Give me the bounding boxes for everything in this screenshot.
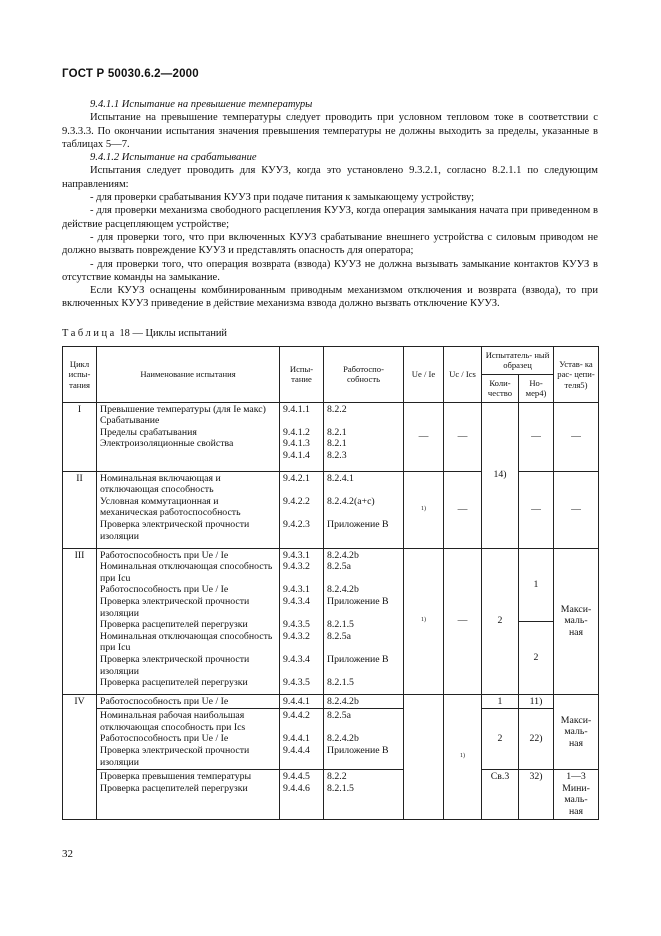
col-header-quantity: Коли- чество <box>482 374 519 402</box>
document-body <box>62 98 598 311</box>
col-header-name: Наименование испытания <box>97 347 280 403</box>
cell-ue-ie: — <box>404 402 444 471</box>
paragraph: Испытание на превышение температуры следует проводить при условном тепловом токе в соответствии с 9.3.3.3. По окончании испытания значения превышения температуры не должны выходить за пределы, указанные в таблицах 5—7. <box>62 112 598 150</box>
cell-tests: 9.4.3.1 9.4.3.2 9.4.3.1 9.4.3.4 9.4.3.5 9.4.3.2 9.4.3.4 9.4.3.5 <box>280 548 324 694</box>
table-row <box>63 770 599 819</box>
cell-setting: 1—3 Мини- маль- ная <box>554 770 599 819</box>
col-header-ue-ie: Uе / Iе <box>404 347 444 403</box>
cell-tests: 9.4.4.5 9.4.4.6 <box>280 770 324 819</box>
section-title-9-4-1-2: 9.4.1.2 Испытание на срабатывание <box>90 152 257 164</box>
col-header-sample: Испытатель- ный образец <box>482 347 554 375</box>
cell-ue-ie: 1) <box>404 471 444 548</box>
table-row <box>63 548 599 621</box>
cell-performance: 8.2.2 8.2.1 8.2.1 8.2.3 <box>324 402 404 471</box>
cell-names: Номинальная включающая и отключающая способность Условная коммутационная и механическая работоспособность Проверка электрической прочности изоляции <box>97 471 280 548</box>
cell-tests: 9.4.1.1 9.4.1.2 9.4.1.3 9.4.1.4 <box>280 402 324 471</box>
table-caption-text: 18 — Циклы испытаний <box>119 328 227 339</box>
table-caption <box>62 328 227 339</box>
col-header-test: Испы- тание <box>280 347 324 403</box>
cycle-label: II <box>63 471 97 548</box>
table-row <box>63 402 599 471</box>
cell-names: Работоспособность при Uе / Iе <box>97 694 280 709</box>
test-cycles-table <box>62 346 599 820</box>
cell-performance: 8.2.4.1 8.2.4.2(a+c) Приложение В <box>324 471 404 548</box>
paragraph: Испытания следует проводить для КУУЗ, когда это установлено 9.3.2.1, согласно 8.2.1.1 по следующим направлениям: <box>62 165 598 190</box>
col-header-uc-ics: Uc / Ics <box>444 347 482 403</box>
cell-names: Номинальная рабочая наибольшая отключающая способность при Ics Работоспособность при Uе / Iе Проверка электрической прочности изоляции <box>97 709 280 770</box>
cycle-label: IV <box>63 694 97 819</box>
cell-setting: Макси- маль- ная <box>554 548 599 694</box>
cell-performance: 8.2.4.2b 8.2.5a 8.2.4.2b Приложение В 8.2.1.5 8.2.5a Приложение В 8.2.1.5 <box>324 548 404 694</box>
cell-number: 1 <box>519 548 554 621</box>
list-item: - для проверки срабатывания КУУЗ при подаче питания к замыкающему устройству; <box>90 192 475 204</box>
col-header-number: Но- мер4) <box>519 374 554 402</box>
cell-quantity: 1 <box>482 694 519 709</box>
cell-quantity: Св.3 <box>482 770 519 819</box>
cell-tests: 9.4.2.1 9.4.2.2 9.4.2.3 <box>280 471 324 548</box>
list-item: - для проверки того, что при включенных КУУЗ срабатывание внешнего устройства с силовым приводом не должно вызвать повреждение КУУЗ и представлять опасность для оператора; <box>62 231 598 257</box>
cell-quantity: 2 <box>482 548 519 694</box>
table-row <box>63 694 599 709</box>
cell-number: 22) <box>519 709 554 770</box>
table-caption-word: Таблица <box>62 328 117 339</box>
cell-performance: 8.2.2 8.2.1.5 <box>324 770 404 819</box>
cell-setting: — <box>554 402 599 471</box>
cell-ue-ie: 1) <box>404 548 444 694</box>
cell-names: Превышение температуры (для Iе макс) Срабатывание Пределы срабатывания Электроизоляционные свойства <box>97 402 280 471</box>
col-header-setting: Устав- ка рас- цепи- теля5) <box>554 347 599 403</box>
table-row <box>63 471 599 548</box>
cell-number: 32) <box>519 770 554 819</box>
list-item: - для проверки механизма свободного расцепления КУУЗ, когда операция замыкания начата при приведенном в действие расцепляющем устройстве; <box>62 205 598 230</box>
cell-names: Работоспособность при Uе / Iе Номинальная отключающая способность при Icu Работоспособность при Uе / Iе Проверка электрической прочности изоляции Проверка расцепителей перегрузки Номинальная отключающая способность при Icu Проверка электрической прочности изоляции Проверка расцепителей перегрузки <box>97 548 280 694</box>
col-header-cycle: Цикл испы- тания <box>63 347 97 403</box>
cell-tests: 9.4.4.2 9.4.4.1 9.4.4.4 <box>280 709 324 770</box>
document-header: ГОСТ Р 50030.6.2—2000 <box>62 68 199 80</box>
cell-uc-ics: — <box>444 548 482 694</box>
cell-number: 11) <box>519 694 554 709</box>
cell-uc-ics: — <box>444 402 482 471</box>
cell-setting: Макси- маль- ная <box>554 694 599 770</box>
cycle-label: III <box>63 548 97 694</box>
cell-performance: 8.2.5a 8.2.4.2b Приложение В <box>324 709 404 770</box>
section-title-9-4-1-1: 9.4.1.1 Испытание на превышение температуры <box>90 99 313 110</box>
table-row <box>63 709 599 770</box>
cell-number: 2 <box>519 621 554 694</box>
cell-quantity: 2 <box>482 709 519 770</box>
cell-uc-ics: — <box>444 471 482 548</box>
page-number: 32 <box>62 848 73 860</box>
cell-uc-ics: 1) <box>444 694 482 819</box>
col-header-performance: Работоспо- собность <box>324 347 404 403</box>
cell-ue-ie <box>404 694 444 819</box>
cell-quantity: 14) <box>482 402 519 548</box>
list-item: - для проверки того, что операция возврата (взвода) КУУЗ не должна вызывать замыкание контактов КУУЗ в отсутствие команды на замыкание. <box>62 258 598 283</box>
cycle-label: I <box>63 402 97 471</box>
cell-names: Проверка превышения температуры Проверка расцепителей перегрузки <box>97 770 280 819</box>
cell-setting: — <box>554 471 599 548</box>
cell-number: — <box>519 471 554 548</box>
cell-number: — <box>519 402 554 471</box>
cell-tests: 9.4.4.1 <box>280 694 324 709</box>
paragraph: Если КУУЗ оснащены комбинированным приводным механизмом отключения и возврата (взвода), то при включенных КУУЗ приведение в действие механизма взвода должно вызвать отключение КУУЗ. <box>62 285 598 310</box>
cell-performance: 8.2.4.2b <box>324 694 404 709</box>
